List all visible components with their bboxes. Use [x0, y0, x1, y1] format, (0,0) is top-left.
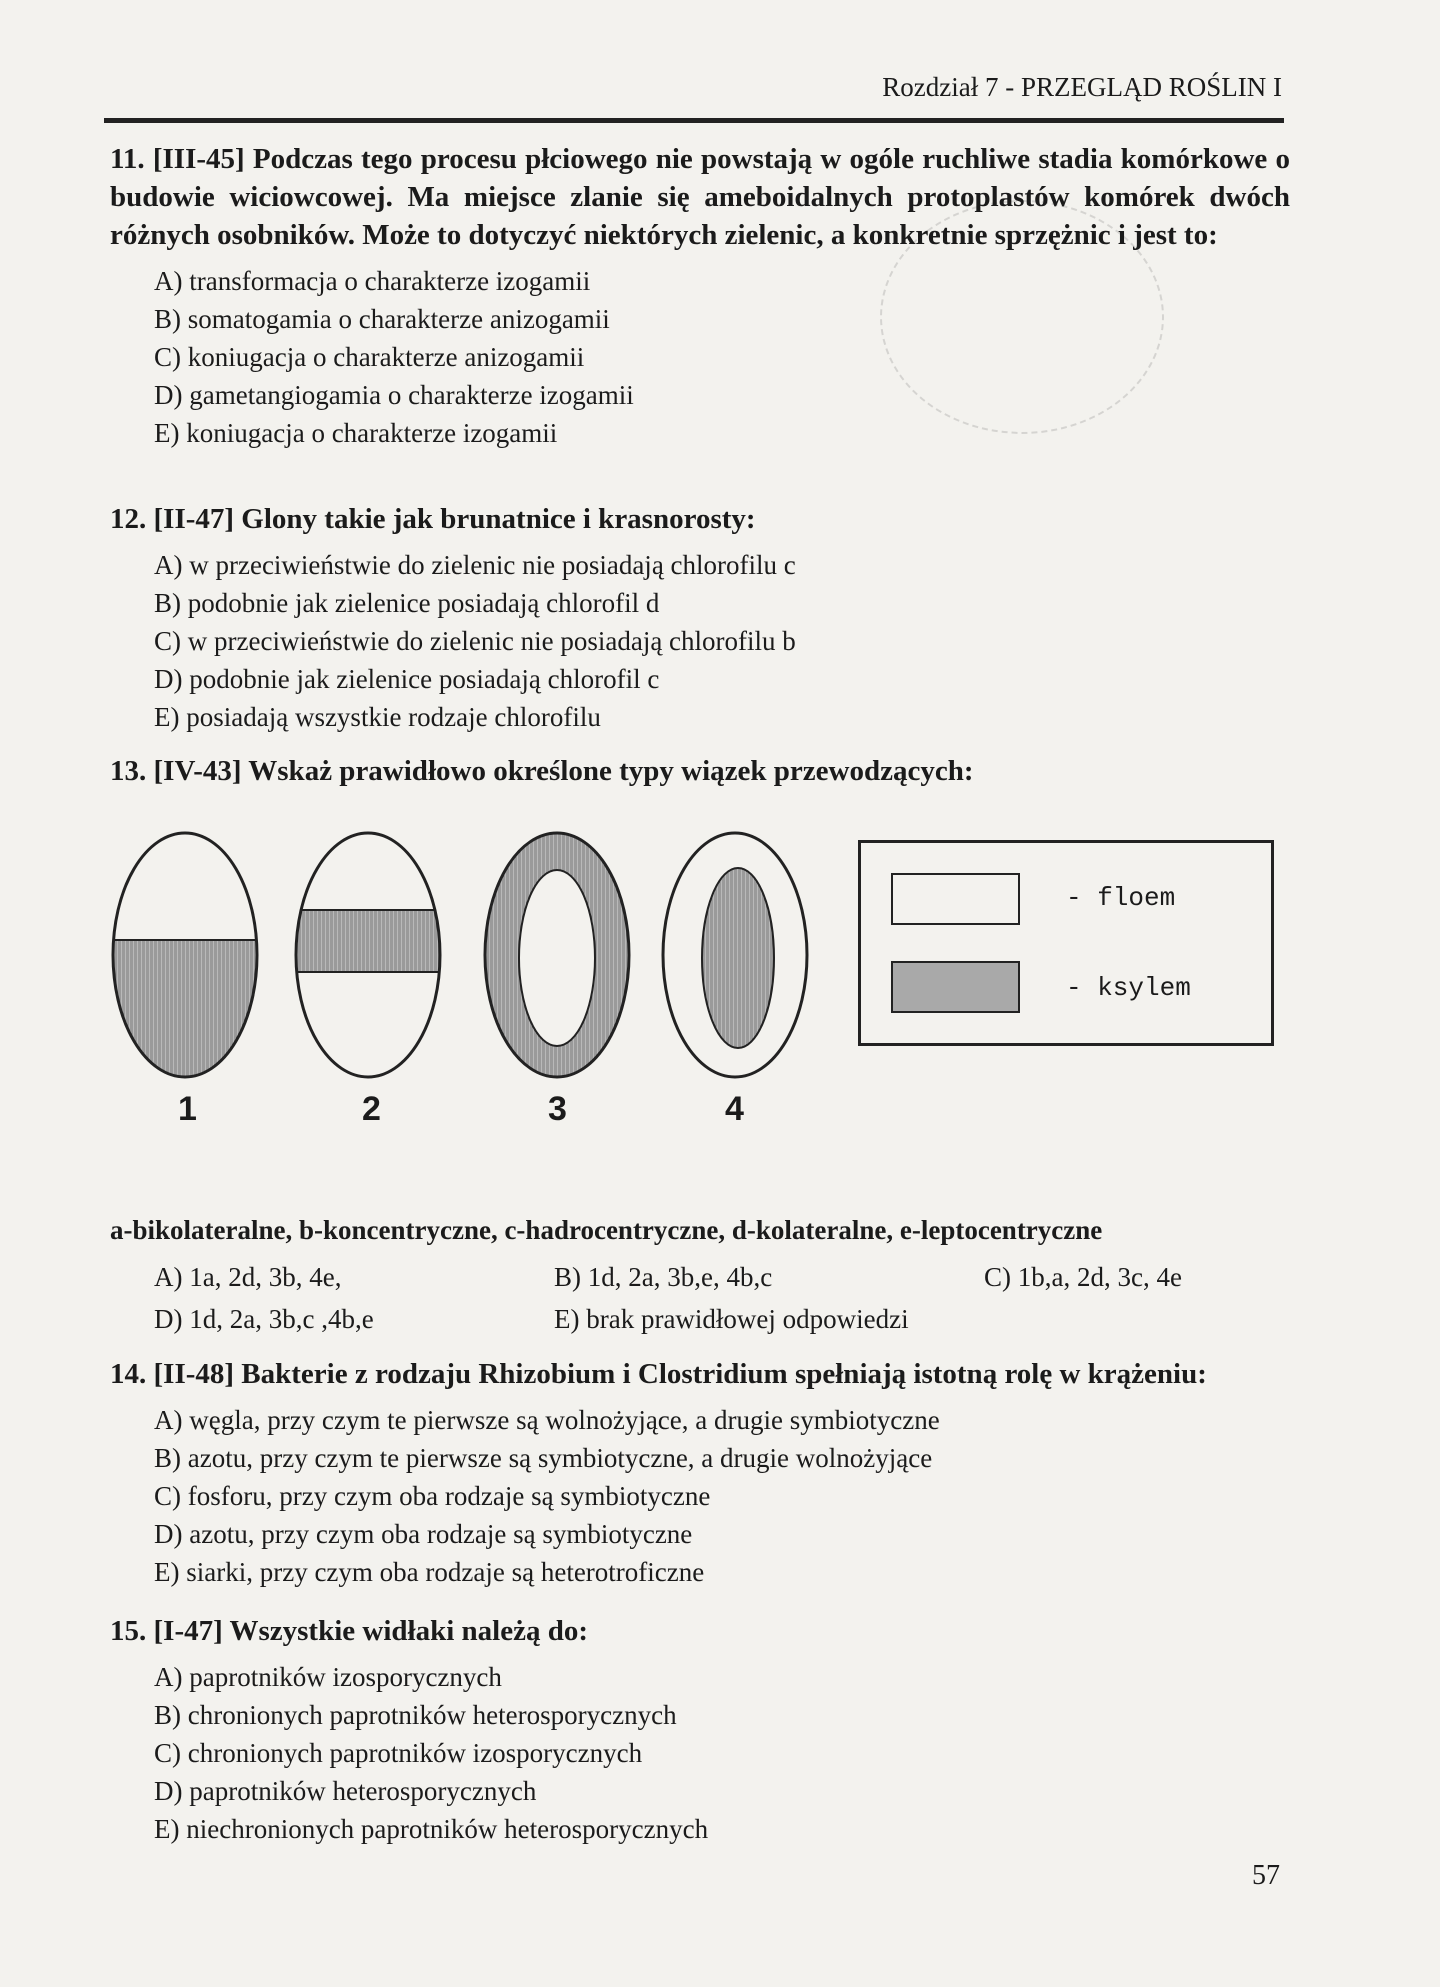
- floem-label: - floem: [1066, 883, 1176, 913]
- option-e: E) posiadają wszystkie rodzaje chlorofilu: [154, 702, 601, 732]
- option-a: A) 1a, 2d, 3b, 4e,: [154, 1262, 342, 1292]
- option-list: [110, 262, 1290, 452]
- option-e: E) siarki, przy czym oba rodzaje są heterotroficzne: [154, 1557, 705, 1587]
- figure-label-3: 3: [548, 1090, 567, 1128]
- option-d: D) podobnie jak zielenice posiadają chlorofil c: [154, 664, 660, 694]
- bundle-4: [663, 833, 807, 1077]
- bundle-1: [110, 833, 270, 1080]
- question-15: [110, 1612, 1290, 1848]
- option-a: A) w przeciwieństwie do zielenic nie posiadają chlorofilu c: [154, 550, 796, 580]
- option-c: C) w przeciwieństwie do zielenic nie posiadają chlorofilu b: [154, 626, 796, 656]
- header-rule: [104, 118, 1284, 123]
- question-12: [110, 500, 1290, 736]
- question-title: 15. [I-47] Wszystkie widłaki należą do:: [110, 1615, 588, 1647]
- figure-label-2: 2: [362, 1090, 381, 1128]
- option-d: D) 1d, 2a, 3b,c ,4b,e: [154, 1304, 374, 1334]
- option-a: A) węgla, przy czym te pierwsze są wolnożyjące, a drugie symbiotyczne: [154, 1405, 940, 1435]
- option-e: E) niechronionych paprotników heterosporycznych: [154, 1814, 709, 1844]
- option-c: C) fosforu, przy czym oba rodzaje są symbiotyczne: [154, 1481, 711, 1511]
- question-11: [110, 140, 1290, 452]
- option-b: B) chronionych paprotników heterosporycznych: [154, 1700, 677, 1730]
- option-d: D) gametangiogamia o charakterze izogamii: [154, 380, 634, 410]
- chapter-header: Rozdział 7 - PRZEGLĄD ROŚLIN I: [882, 72, 1282, 102]
- figure-label-4: 4: [725, 1090, 744, 1128]
- option-a: A) transformacja o charakterze izogamii: [154, 266, 591, 296]
- bundle-2: [290, 833, 450, 1077]
- option-c: C) koniugacja o charakterze anizogamii: [154, 342, 585, 372]
- page-number: 57: [1252, 1860, 1280, 1891]
- ksylem-swatch: [891, 961, 1020, 1013]
- option-c: C) 1b,a, 2d, 3c, 4e: [984, 1262, 1182, 1292]
- option-list: [110, 1658, 1290, 1848]
- option-a: A) paprotników izosporycznych: [154, 1662, 502, 1692]
- option-d: D) azotu, przy czym oba rodzaje są symbiotyczne: [154, 1519, 693, 1549]
- figure-label-1: 1: [178, 1090, 197, 1128]
- question-title: 12. [II-47] Glony takie jak brunatnice i krasnorosty:: [110, 503, 756, 535]
- question-14: [110, 1355, 1290, 1591]
- option-b: B) azotu, przy czym te pierwsze są symbiotyczne, a drugie wolnożyjące: [154, 1443, 933, 1473]
- question-title: 13. [IV-43] Wskaż prawidłowo określone typy wiązek przewodzących:: [110, 755, 974, 787]
- question-title: 11. [III-45] Podczas tego procesu płciowego nie powstają w ogóle ruchliwe stadia komórkowe o budowie wiciowcowej. Ma miejsce zlanie się ameboidalnych protoplastów komórek dwóch różnych osobników. Może to dotyczyć niektórych zielenic, a konkretnie sprzężnic i jest to:: [110, 143, 1290, 251]
- option-list: [110, 546, 1290, 736]
- option-e: E) brak prawidłowej odpowiedzi: [554, 1304, 909, 1334]
- option-b: B) podobnie jak zielenice posiadają chlorofil d: [154, 588, 660, 618]
- legend: [858, 840, 1274, 1046]
- question-13: [110, 752, 1290, 790]
- option-d: D) paprotników heterosporycznych: [154, 1776, 537, 1806]
- option-list: [110, 1401, 1290, 1591]
- option-c: C) chronionych paprotników izosporycznych: [154, 1738, 643, 1768]
- option-e: E) koniugacja o charakterze izogamii: [154, 418, 558, 448]
- bundle-type-key: a-bikolateralne, b-koncentryczne, c-hadrocentryczne, d-kolateralne, e-leptocentryczne: [110, 1215, 1103, 1245]
- floem-swatch: [891, 873, 1020, 925]
- option-b: B) 1d, 2a, 3b,e, 4b,c: [554, 1262, 773, 1292]
- bundle-3: [485, 833, 629, 1077]
- bundle-figures: [110, 830, 830, 1090]
- option-b: B) somatogamia o charakterze anizogamii: [154, 304, 610, 334]
- ksylem-label: - ksylem: [1066, 973, 1191, 1003]
- vascular-bundle-diagram: [110, 830, 1290, 1160]
- question-title: 14. [II-48] Bakterie z rodzaju Rhizobium i Clostridium spełniają istotną rolę w krążeniu:: [110, 1358, 1207, 1390]
